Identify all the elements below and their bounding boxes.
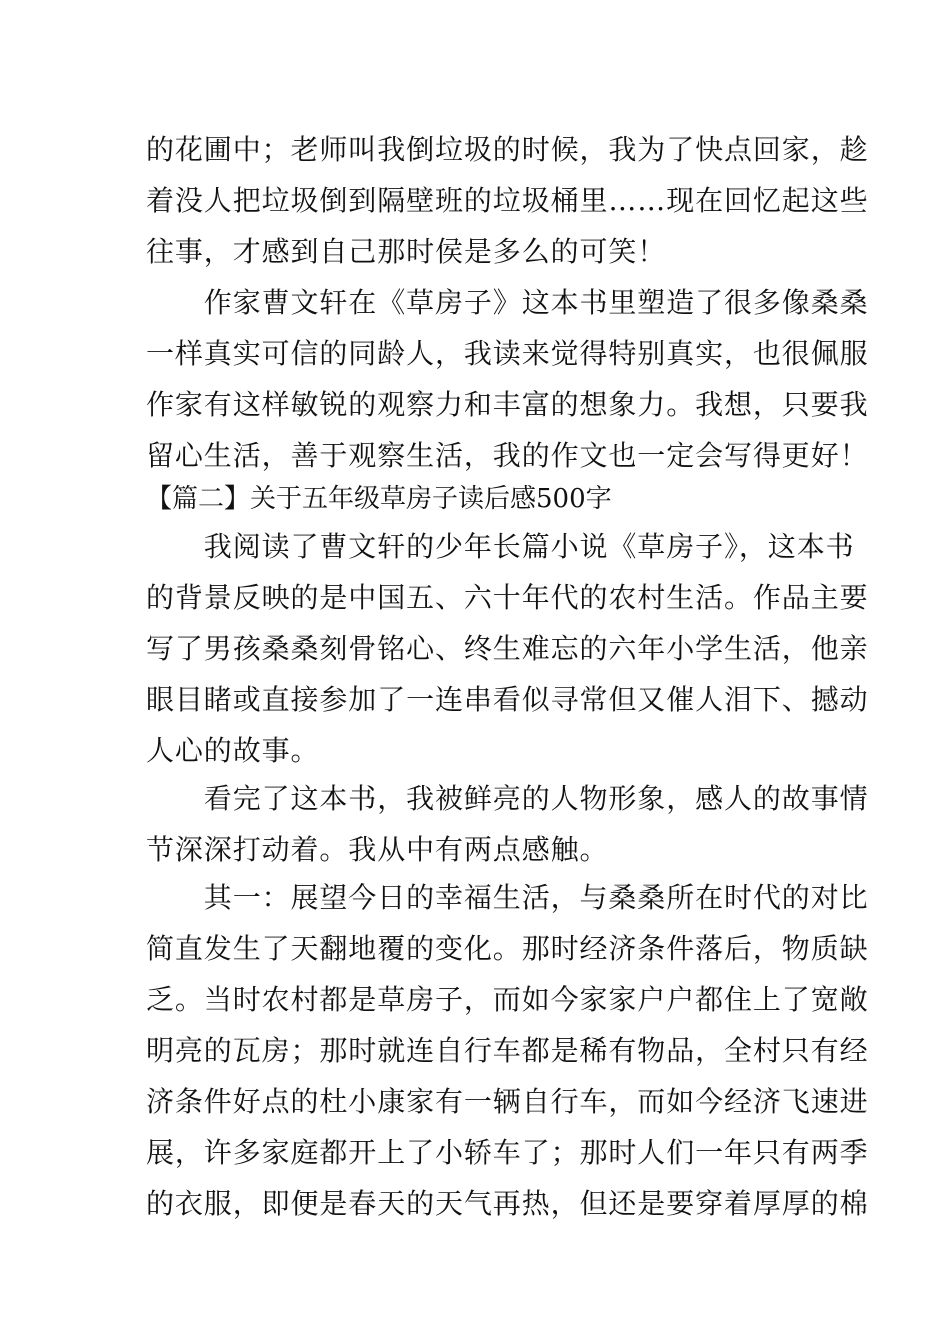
section-heading: 【篇二】关于五年级草房子读后感500字 xyxy=(146,484,612,514)
paragraph-line: 着没人把垃圾倒到隔壁班的垃圾桶里……现在回忆起这些 xyxy=(146,184,869,217)
paragraph-line: 的花圃中；老师叫我倒垃圾的时候，我为了快点回家，趁 xyxy=(146,133,869,166)
paragraph-line: 的背景反映的是中国五、六十年代的农村生活。作品主要 xyxy=(146,581,869,614)
paragraph-line: 留心生活，善于观察生活，我的作文也一定会写得更好！ xyxy=(146,439,869,472)
paragraph-line: 其一：展望今日的幸福生活，与桑桑所在时代的对比 xyxy=(146,881,869,914)
paragraph-line: 往事，才感到自己那时侯是多么的可笑！ xyxy=(146,235,667,268)
paragraph-line: 节深深打动着。我从中有两点感触。 xyxy=(146,833,609,866)
paragraph-line: 明亮的瓦房；那时就连自行车都是稀有物品，全村只有经 xyxy=(146,1034,869,1067)
paragraph-line: 作家曹文轩在《草房子》这本书里塑造了很多像桑桑 xyxy=(146,286,869,319)
paragraph-line: 我阅读了曹文轩的少年长篇小说《草房子》，这本书 xyxy=(146,530,855,563)
paragraph-line: 眼目睹或直接参加了一连串看似寻常但又催人泪下、撼动 xyxy=(146,683,869,716)
paragraph-line: 展，许多家庭都开上了小轿车了；那时人们一年只有两季 xyxy=(146,1136,869,1169)
paragraph-line: 乏。当时农村都是草房子，而如今家家户户都住上了宽敞 xyxy=(146,983,869,1016)
paragraph-line: 一样真实可信的同龄人，我读来觉得特别真实，也很佩服 xyxy=(146,337,869,370)
paragraph-line: 的衣服，即便是春天的天气再热，但还是要穿着厚厚的棉 xyxy=(146,1187,869,1220)
paragraph-line: 济条件好点的杜小康家有一辆自行车，而如今经济飞速进 xyxy=(146,1085,869,1118)
paragraph-line: 写了男孩桑桑刻骨铭心、终生难忘的六年小学生活，他亲 xyxy=(146,632,869,665)
paragraph-line: 简直发生了天翻地覆的变化。那时经济条件落后，物质缺 xyxy=(146,932,869,965)
paragraph-line: 作家有这样敏锐的观察力和丰富的想象力。我想，只要我 xyxy=(146,388,869,421)
paragraph-line: 看完了这本书，我被鲜亮的人物形象，感人的故事情 xyxy=(146,782,869,815)
paragraph-line: 人心的故事。 xyxy=(146,734,320,767)
